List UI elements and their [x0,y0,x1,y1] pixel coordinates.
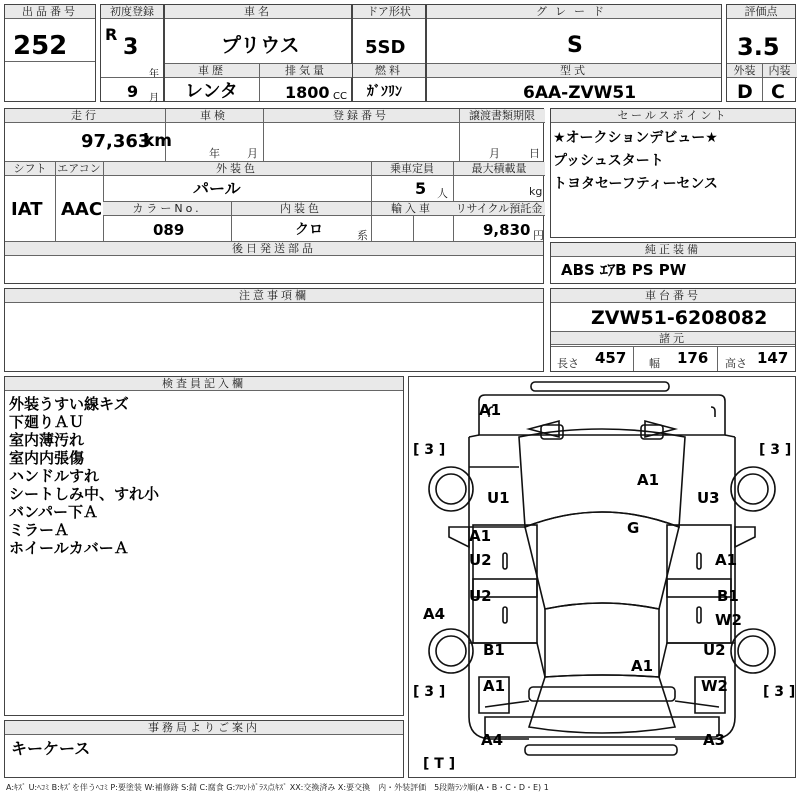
fuel-label: 燃料 [353,64,425,78]
mark-left-fender: U1 [487,489,510,507]
first-registration-label: 初度登録 [101,5,163,19]
displacement: 1800 [285,83,330,102]
office-label: 事務局よりご案内 [5,721,403,735]
inspector-box [4,376,404,716]
sales-point-box [550,108,796,238]
inspector-note: 下廻りＡＵ [9,413,85,431]
documents-day-unit: 日 [529,147,540,160]
notes-box [4,288,544,372]
door-box [352,4,426,102]
inspection-label: 車検 [165,109,263,123]
mark-right-rear-door-w: W2 [715,611,742,629]
ac-label: エアコン [55,162,103,176]
import-label: 輸入車 [371,202,453,216]
exterior-label: 外装 [727,64,762,78]
lot-number: 252 [13,31,68,61]
month-unit: 月 [149,93,159,104]
inspector-note: 室内薄汚れ [9,431,85,449]
score-label: 評価点 [727,5,795,19]
width-value: 176 [677,349,709,367]
equipment-list: ABS ｴｱB PS PW [561,261,687,279]
office-box [4,720,404,778]
sales-point-line: トヨタセーフティーセンス [553,176,718,192]
mark-right-quarter: U2 [703,641,726,659]
office-note: キーケース [11,739,91,758]
exterior-grade: D [737,81,753,103]
inspector-note: バンパー下Ａ [9,503,98,521]
sales-point-line: プッシュスタート [553,153,664,169]
mileage-label: 走行 [5,109,165,123]
mark-rear-left: A4 [481,731,504,749]
color-number-label: カラーNo. [103,202,231,216]
recycle-label: リサイクル預託金 [453,202,545,216]
inspector-label: 検査員記入欄 [5,377,403,391]
mark-left-quarter-b: B1 [483,641,505,659]
exterior-color-label: 外装色 [103,162,371,176]
mark-right-fender: U3 [697,489,720,507]
inspector-note: ホイールカバーＡ [9,539,129,557]
mark-right-front-door: A1 [715,551,738,569]
sales-point-label: セールスポイント [551,109,795,123]
car-name-box [164,4,352,102]
tire-rear-right: [ 3 ] [763,684,796,700]
cc-unit: CC [333,91,347,102]
legend-text: A:ｷｽﾞ U:ﾍｺﾐ B:ｷｽﾞを伴うﾍｺﾐ P:要塗装 W:補修跡 S:錆 C:腐食 G:ﾌﾛﾝﾄｶﾞﾗｽ点ｷｽﾞ XX:交換済み X:要交換 内・外装評価 5段階ﾗﾝｸ順(A・B・C・D・E) 1 [6,783,549,792]
inspector-note: ハンドルすれ [9,467,100,485]
max-load-label: 最大積載量 [453,162,545,176]
ac-type: AAC [61,199,103,220]
car-history: レンタ [185,81,238,102]
sales-point-line: ★オークションデビュー★ [553,130,718,146]
tire-rear-left: [ 3 ] [413,684,446,700]
color-number: 089 [153,221,185,239]
interior-color-unit: 系 [357,229,368,242]
mark-rear-right: A3 [703,731,726,749]
inspector-note: ミラーＡ [9,521,70,539]
height-label: 高さ [725,357,747,370]
model-code: 6AA-ZVW51 [523,83,637,103]
mark-hood: A1 [637,471,660,489]
year-unit: 年 [149,69,159,80]
score-box [726,4,796,102]
shift-type: IAT [11,199,43,220]
inspector-note: 室内内張傷 [9,449,85,467]
mileage: 97,363 [81,131,151,152]
displacement-label: 排気量 [259,64,353,78]
km-unit: km [143,131,173,151]
interior-color: クロ [295,222,323,238]
chassis-number: ZVW51-6208082 [591,307,768,329]
lot-number-box [4,4,96,102]
car-name: プリウス [221,33,300,57]
later-parts-label: 後日発送部品 [5,242,543,256]
registration-number-label: 登録番号 [263,109,459,123]
registration-year: 3 [123,35,139,60]
load-unit: kg [529,185,543,198]
registration-month: 9 [127,82,139,101]
documents-month-unit: 月 [489,147,500,160]
inspection-year-unit: 年 [209,147,220,160]
shift-label: シフト [5,162,55,176]
exterior-color: パール [193,179,241,198]
spec-label: 諸元 [551,331,795,345]
interior-label: 内装 [762,64,797,78]
door-type: 5SD [365,37,406,58]
mark-right-rear-door-b: B1 [717,587,739,605]
grade: S [567,33,583,58]
documents-deadline-label: 譲渡書類期限 [459,109,545,123]
tire-front-right: [ 3 ] [759,442,792,458]
door-label: ドア形状 [353,5,425,19]
capacity-unit: 人 [437,187,448,200]
inspector-note: シートしみ中、すれ小 [9,485,160,503]
chassis-label: 車台番号 [551,289,795,303]
car-outline-diagram [409,377,795,777]
length-value: 457 [595,349,627,367]
overall-score: 3.5 [737,33,780,61]
damage-diagram [408,376,796,778]
car-name-label: 車名 [165,5,351,19]
width-label: 幅 [649,357,660,370]
registration-era: R [105,25,118,44]
grade-label: グレード [427,5,721,19]
lot-number-label: 出品番号 [5,5,95,19]
inspection-month-unit: 月 [247,147,258,160]
vehicle-details-box [4,108,544,284]
mark-right-rear: W2 [701,677,728,695]
mark-roof: A1 [631,657,654,675]
trunk-mark: [ T ] [423,756,456,772]
height-value: 147 [757,349,789,367]
equipment-box [550,242,796,284]
mark-left-quarter-a: A1 [483,677,506,695]
inspector-note: 外装うすい線キズ [9,395,129,413]
mark-left-sill: A4 [423,605,446,623]
history-label: 車歴 [165,64,259,78]
first-registration-box [100,4,164,102]
recycle-fee: 9,830 [483,221,531,239]
interior-grade: C [771,81,785,103]
fuel-type: ｶﾞｿﾘﾝ [367,84,402,100]
tire-front-left: [ 3 ] [413,442,446,458]
recycle-unit: 円 [533,229,544,242]
chassis-box [550,288,796,372]
interior-color-label: 内装色 [231,202,371,216]
mark-left-front-door-u: U2 [469,551,492,569]
model-label: 型式 [427,64,721,78]
length-label: 長さ [557,357,579,370]
capacity: 5 [415,179,427,198]
equipment-label: 純正装備 [551,243,795,257]
mark-windshield: G [627,519,640,537]
mark-front-bumper: A1 [479,401,502,419]
notes-label: 注意事項欄 [5,289,543,303]
capacity-label: 乗車定員 [371,162,453,176]
mark-left-rear-door: U2 [469,587,492,605]
mark-left-front-door-a: A1 [469,527,492,545]
grade-box [426,4,722,102]
